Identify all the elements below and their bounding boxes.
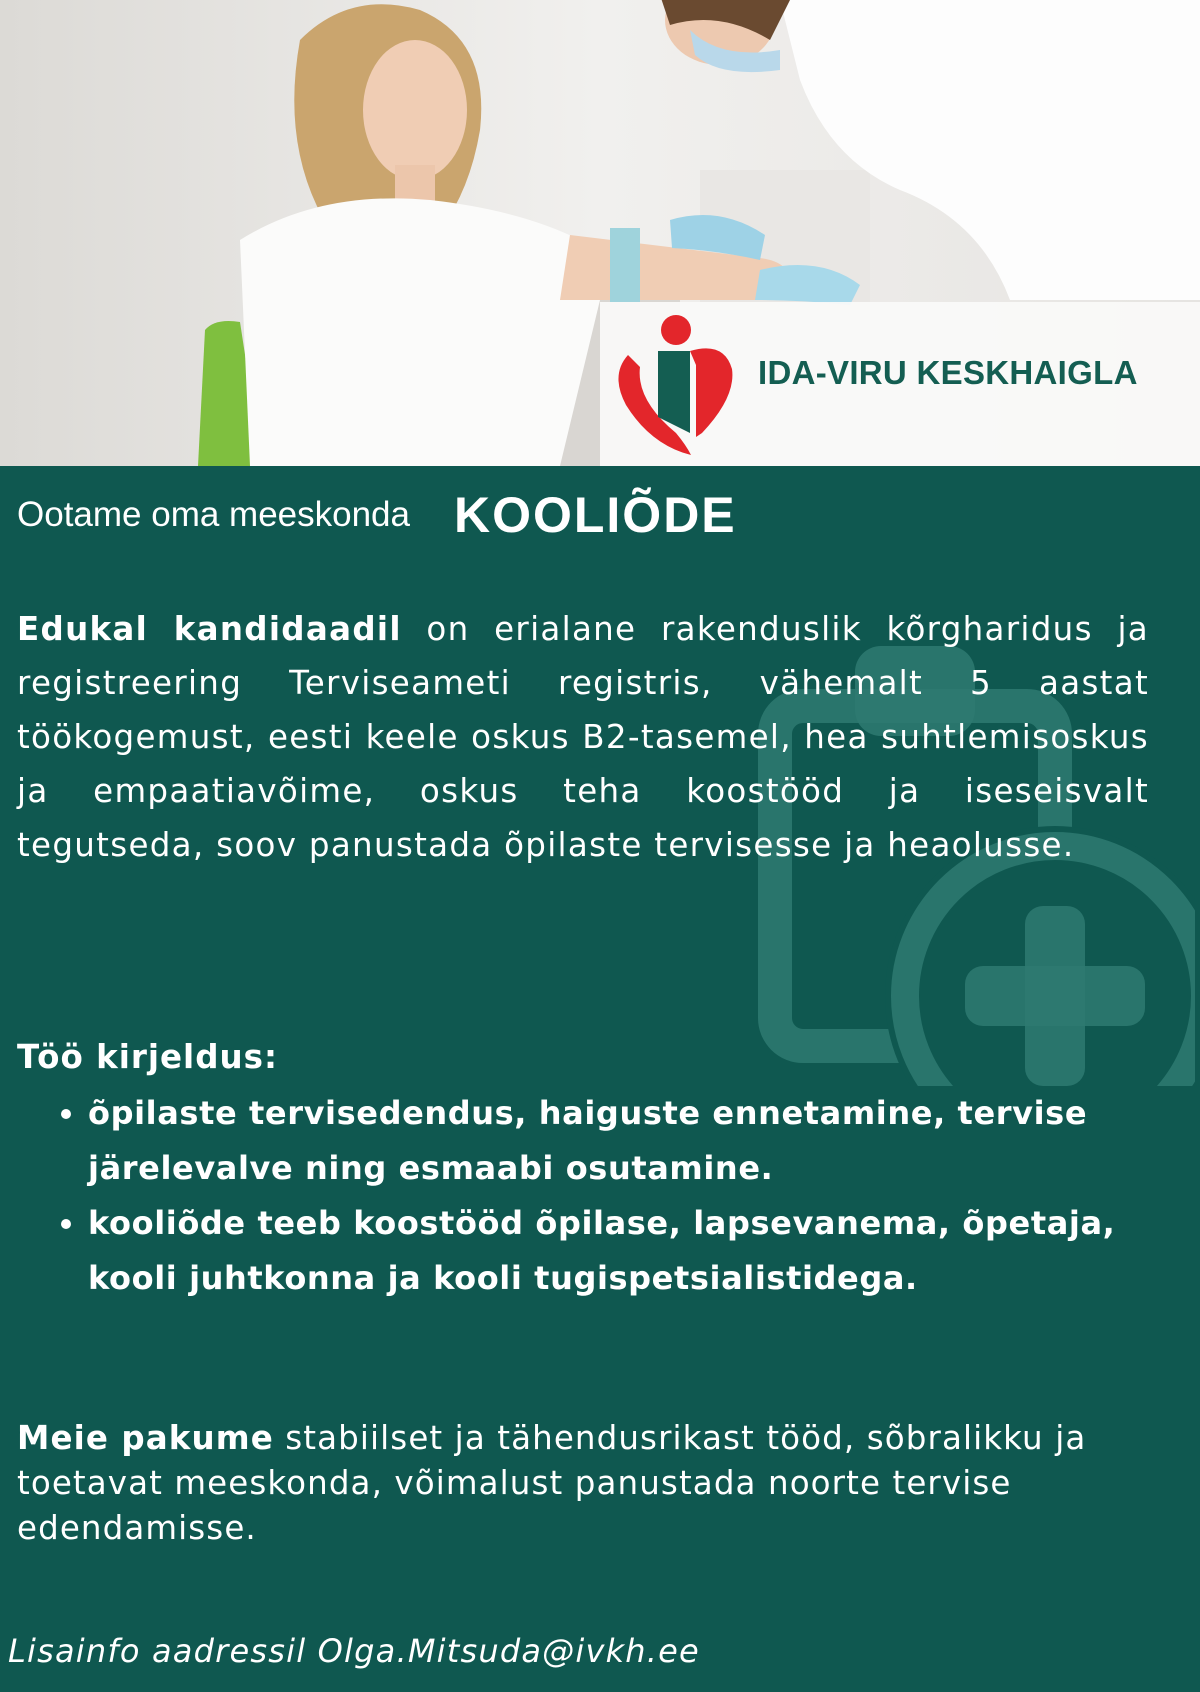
header-photo — [0, 0, 1200, 466]
duties-list — [40, 1086, 1198, 1306]
hospital-logo-banner — [600, 302, 1200, 466]
list-item: • õpilaste tervisedendus, haiguste ennetamine, tervise järelevalve ning esmaabi osutamine. — [88, 1086, 1198, 1196]
requirements-text: on erialane rakenduslik kõrgharidus ja registreering Terviseameti registris, vähemalt 5 aastat töökogemust, eesti keele oskus B2-tasemel, hea suhtlemisoskus ja empaatiavõime, oskus teha koostööd ja iseseisvalt tegutseda, soov panustada õpilaste tervisesse ja heaolusse. — [17, 610, 1149, 864]
requirements-lead: Edukal kandidaadil — [17, 610, 402, 648]
requirements-paragraph — [17, 602, 1149, 872]
duties-heading: Töö kirjeldus: — [17, 1038, 278, 1076]
offer-paragraph — [17, 1416, 1149, 1551]
list-item: • kooliõde teeb koostööd õpilase, lapsevanema, õpetaja, kooli juhtkonna ja kooli tugispetsialistidega. — [88, 1196, 1198, 1306]
hospital-logo-icon — [606, 305, 746, 463]
hospital-name: IDA-VIRU KESKHAIGLA — [758, 354, 1138, 391]
headline-lead: Ootame oma meeskonda — [17, 495, 410, 534]
offer-text: stabiilset ja tähendusrikast tööd, sõbralikku ja toetavat meeskonda, võimalust panustada noorte tervise edendamisse. — [17, 1419, 1087, 1547]
headline — [17, 486, 737, 544]
job-title: KOOLIÕDE — [453, 487, 737, 543]
contact-info: Lisainfo aadressil Olga.Mitsuda@ivkh.ee — [8, 1632, 700, 1670]
job-ad-panel — [0, 466, 1200, 1692]
offer-lead: Meie pakume — [17, 1419, 274, 1457]
